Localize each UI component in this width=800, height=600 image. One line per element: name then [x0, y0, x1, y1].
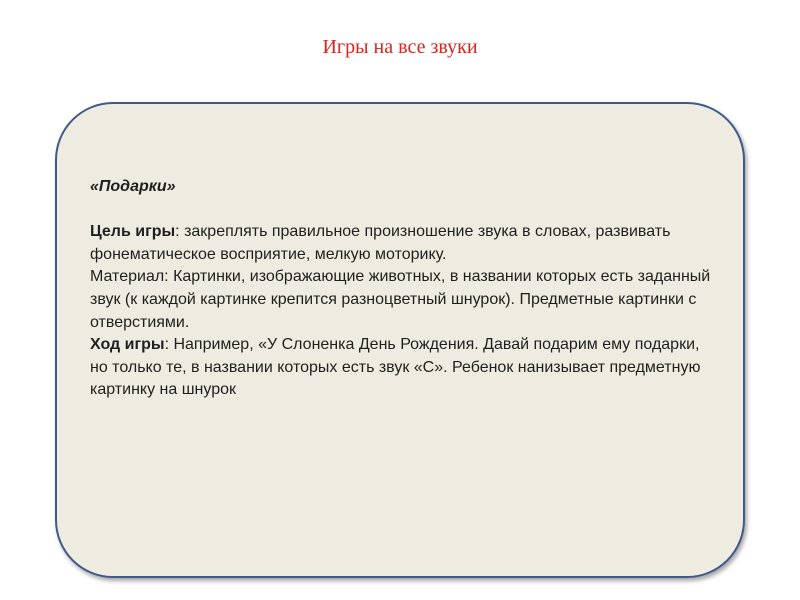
goal-label: Цель игры: [90, 223, 176, 241]
content-card: [55, 102, 745, 578]
goal-text: : закреплять правильное произношение звука в словах, развивать фонематическое восприятие, мелкую моторику.: [90, 223, 671, 263]
game-name: «Подарки»: [90, 178, 176, 195]
procedure-label: Ход игры: [90, 336, 165, 354]
procedure-paragraph: [90, 334, 720, 402]
card-text: [90, 176, 720, 402]
procedure-text: : Например, «У Слоненка День Рождения. Давай подарим ему подарки, но только те, в названии которых есть звук «С». Ребенок нанизывает предметную картинку на шнурок: [90, 336, 701, 399]
goal-paragraph: [90, 221, 720, 266]
slide-title: Игры на все звуки: [322, 36, 478, 58]
material-paragraph: Материал: Картинки, изображающие животных, в названии которых есть заданный звук (к каждой картинке крепится разноцветный шнурок). Предметные картинки с отверстиями.: [90, 268, 711, 331]
